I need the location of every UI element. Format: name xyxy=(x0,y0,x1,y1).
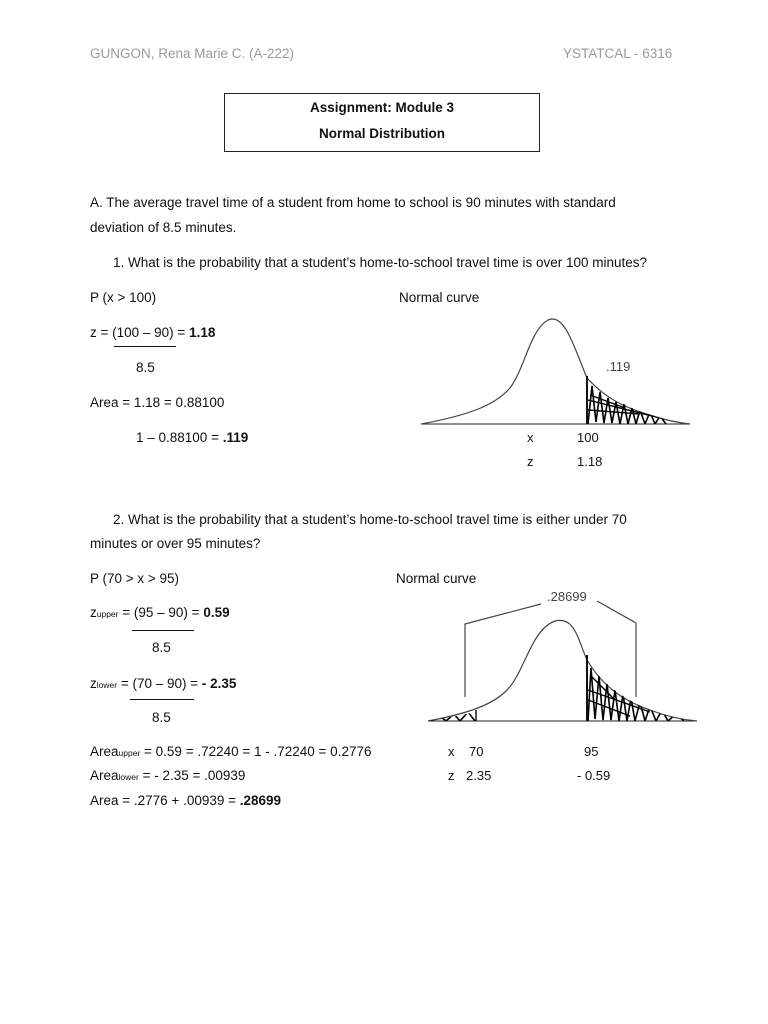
q2-area-total-value: .28699 xyxy=(239,793,282,808)
q1-z-value: 1.18 xyxy=(189,325,216,340)
q2-area-lower-prefix: Area xyxy=(90,768,119,783)
q1-z-number: 1.18 xyxy=(577,454,603,469)
q1-z-label: z xyxy=(527,454,534,469)
intro-line-1: A. The average travel time of a student from home to school is 90 minutes with standard xyxy=(90,195,616,210)
q1-area: Area = 1.18 = 0.88100 xyxy=(90,395,225,410)
q2-upper-denominator: 8.5 xyxy=(152,640,171,655)
q2-area-lower-rest: = - 2.35 = .00939 xyxy=(138,768,246,783)
q2-lower-subscript: lower xyxy=(96,680,118,690)
q2-z-high: - 0.59 xyxy=(577,768,611,783)
q2-x-low: 70 xyxy=(469,744,484,759)
q2-z-upper-eq: = (95 – 90) = xyxy=(118,605,204,620)
q2-z-lower-eq: = (70 – 90) = xyxy=(117,676,202,691)
q1-complement-eq: 1 – 0.88100 = xyxy=(136,430,223,445)
q2-upper-subscript: upper xyxy=(96,609,119,619)
q1-curve-label: Normal curve xyxy=(399,290,480,305)
q2-area-upper-rest: = 0.59 = .72240 = 1 - .72240 = 0.2776 xyxy=(140,744,372,759)
q2-curve-path xyxy=(428,620,697,721)
q2-z-low: 2.35 xyxy=(466,768,492,783)
q2-question-line-2: minutes or over 95 minutes? xyxy=(90,536,261,551)
q2-question-line-1: 2. What is the probability that a student’s home-to-school travel time is either under 70 xyxy=(113,512,627,527)
q2-z-lower-value: - 2.35 xyxy=(201,676,237,691)
q2-probability: P (70 > x > 95) xyxy=(90,571,180,586)
q2-right-bracket xyxy=(597,601,636,697)
q2-area-lower-subscript: lower xyxy=(118,772,139,782)
q2-z-upper-value: 0.59 xyxy=(203,605,230,620)
q2-z-label: z xyxy=(448,768,455,783)
q1-answer: .119 xyxy=(222,430,249,445)
q2-z-upper-prefix: z xyxy=(90,605,97,620)
assignment-title: Assignment: Module 3 xyxy=(309,100,454,115)
q1-probability: P (x > 100) xyxy=(90,290,157,305)
q2-shade-label: .28699 xyxy=(547,589,587,604)
q1-z-equation: z = (100 – 90) = xyxy=(90,325,190,340)
q1-question: 1. What is the probability that a student’s home-to-school travel time is over 100 minutes? xyxy=(113,255,648,270)
q2-area-upper-prefix: Area xyxy=(90,744,119,759)
q2-x-high: 95 xyxy=(584,744,599,759)
q1-x-value: 100 xyxy=(577,430,599,445)
q1-shade-label: .119 xyxy=(606,359,631,374)
q2-curve-label: Normal curve xyxy=(396,571,477,586)
author-header: GUNGON, Rena Marie C. (A-222) xyxy=(90,46,295,61)
course-header: YSTATCAL - 6316 xyxy=(563,46,673,61)
intro-line-2: deviation of 8.5 minutes. xyxy=(90,220,237,235)
q1-denominator: 8.5 xyxy=(136,360,155,375)
q2-lower-denominator: 8.5 xyxy=(152,710,171,725)
q2-z-lower-prefix: z xyxy=(90,676,97,691)
topic-title: Normal Distribution xyxy=(318,126,445,141)
q2-x-label: x xyxy=(448,744,455,759)
q1-x-label: x xyxy=(527,430,534,445)
q2-area-total-eq: Area = .2776 + .00939 = xyxy=(90,793,240,808)
q2-area-upper-subscript: upper xyxy=(118,748,141,758)
